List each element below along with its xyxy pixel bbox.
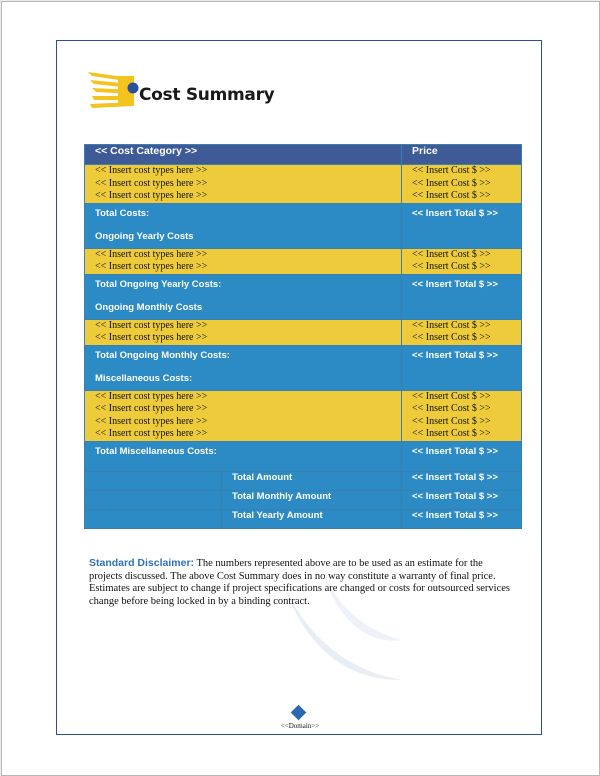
summary-spacer bbox=[85, 490, 222, 509]
cost-value: << Insert Cost $ >> bbox=[412, 332, 491, 343]
cost-value: << Insert Cost $ >> bbox=[412, 390, 491, 402]
section-heading-misc: Miscellaneous Costs: bbox=[95, 372, 193, 384]
cost-type-item: << Insert cost types here >> bbox=[95, 332, 208, 343]
summary-spacer bbox=[85, 471, 222, 490]
cost-type-item: << Insert cost types here >> bbox=[95, 428, 208, 439]
cost-value: << Insert Cost $ >> bbox=[412, 165, 491, 176]
cost-type-item: << Insert cost types here >> bbox=[95, 390, 208, 402]
cost-value: << Insert Cost $ >> bbox=[412, 248, 491, 260]
total-costs-label: Total Costs: Ongoing Yearly Costs bbox=[85, 203, 402, 248]
table-row bbox=[85, 490, 522, 509]
cost-type-item: << Insert cost types here >> bbox=[95, 177, 208, 189]
table-row bbox=[85, 319, 522, 345]
cost-type-item: << Insert cost types here >> bbox=[95, 190, 208, 201]
cost-value: << Insert Cost $ >> bbox=[412, 261, 491, 272]
cost-type-item: << Insert cost types here >> bbox=[95, 415, 208, 427]
speed-ball-logo-icon bbox=[88, 68, 140, 110]
total-misc-value[interactable]: << Insert Total $ >> bbox=[402, 441, 522, 471]
cost-type-item: << Insert cost types here >> bbox=[95, 248, 208, 260]
cost-value: << Insert Cost $ >> bbox=[412, 415, 491, 427]
cost-values-cell[interactable] bbox=[402, 165, 522, 204]
page-title: Cost Summary bbox=[139, 85, 275, 105]
cost-summary-table bbox=[84, 144, 522, 529]
total-monthly-label: Total Ongoing Monthly Costs: Miscellaneous Costs: bbox=[85, 345, 402, 390]
section-heading-yearly: Ongoing Yearly Costs bbox=[95, 230, 194, 242]
cost-types-cell[interactable] bbox=[85, 248, 402, 274]
disclaimer-text: The numbers represented above are to be used as an estimate for the projects discussed. The above Cost Summary does in no way constitute a warranty of final price. Estimates are subject to change if project specifications are changed or costs for outsourced services change before being locked in by a binding contract. bbox=[89, 558, 511, 607]
total-yearly-amount-label: Total Yearly Amount bbox=[222, 509, 402, 528]
cost-type-item: << Insert cost types here >> bbox=[95, 403, 208, 414]
cost-value: << Insert Cost $ >> bbox=[412, 177, 491, 189]
disclaimer-label: Standard Disclaimer: bbox=[89, 557, 195, 569]
cost-value: << Insert Cost $ >> bbox=[412, 319, 491, 331]
cost-type-item: << Insert cost types here >> bbox=[95, 261, 208, 272]
total-monthly-amount-label: Total Monthly Amount bbox=[222, 490, 402, 509]
summary-spacer bbox=[85, 509, 222, 528]
cost-value: << Insert Cost $ >> bbox=[412, 190, 491, 201]
table-row bbox=[85, 390, 522, 441]
table-row bbox=[85, 509, 522, 528]
footer-domain: <<Domain>> bbox=[280, 722, 320, 730]
table-row bbox=[85, 165, 522, 204]
cost-category-header: << Cost Category >> bbox=[85, 145, 402, 165]
cost-types-cell[interactable] bbox=[85, 319, 402, 345]
cost-type-item: << Insert cost types here >> bbox=[95, 319, 208, 331]
cost-type-item: << Insert cost types here >> bbox=[95, 165, 208, 176]
table-row bbox=[85, 274, 522, 319]
table-row bbox=[85, 441, 522, 471]
standard-disclaimer bbox=[89, 557, 514, 608]
table-header-row bbox=[85, 145, 522, 165]
table-row bbox=[85, 203, 522, 248]
total-monthly-amount-value[interactable]: << Insert Total $ >> bbox=[402, 490, 522, 509]
total-amount-value[interactable]: << Insert Total $ >> bbox=[402, 471, 522, 490]
table-row bbox=[85, 345, 522, 390]
cost-values-cell[interactable] bbox=[402, 390, 522, 441]
total-amount-label: Total Amount bbox=[222, 471, 402, 490]
total-monthly-value[interactable]: << Insert Total $ >> bbox=[402, 345, 522, 390]
total-yearly-value[interactable]: << Insert Total $ >> bbox=[402, 274, 522, 319]
cost-value: << Insert Cost $ >> bbox=[412, 428, 491, 439]
table-row bbox=[85, 248, 522, 274]
cost-values-cell[interactable] bbox=[402, 248, 522, 274]
cost-values-cell[interactable] bbox=[402, 319, 522, 345]
total-misc-label: Total Miscellaneous Costs: bbox=[85, 441, 402, 471]
cost-types-cell[interactable] bbox=[85, 165, 402, 204]
section-heading-monthly: Ongoing Monthly Costs bbox=[95, 301, 203, 313]
cost-value: << Insert Cost $ >> bbox=[412, 403, 491, 414]
cost-types-cell[interactable] bbox=[85, 390, 402, 441]
table-row bbox=[85, 471, 522, 490]
price-header: Price bbox=[402, 145, 522, 165]
total-yearly-amount-value[interactable]: << Insert Total $ >> bbox=[402, 509, 522, 528]
total-costs-value[interactable]: << Insert Total $ >> bbox=[402, 203, 522, 248]
total-yearly-label: Total Ongoing Yearly Costs: Ongoing Monthly Costs bbox=[85, 274, 402, 319]
